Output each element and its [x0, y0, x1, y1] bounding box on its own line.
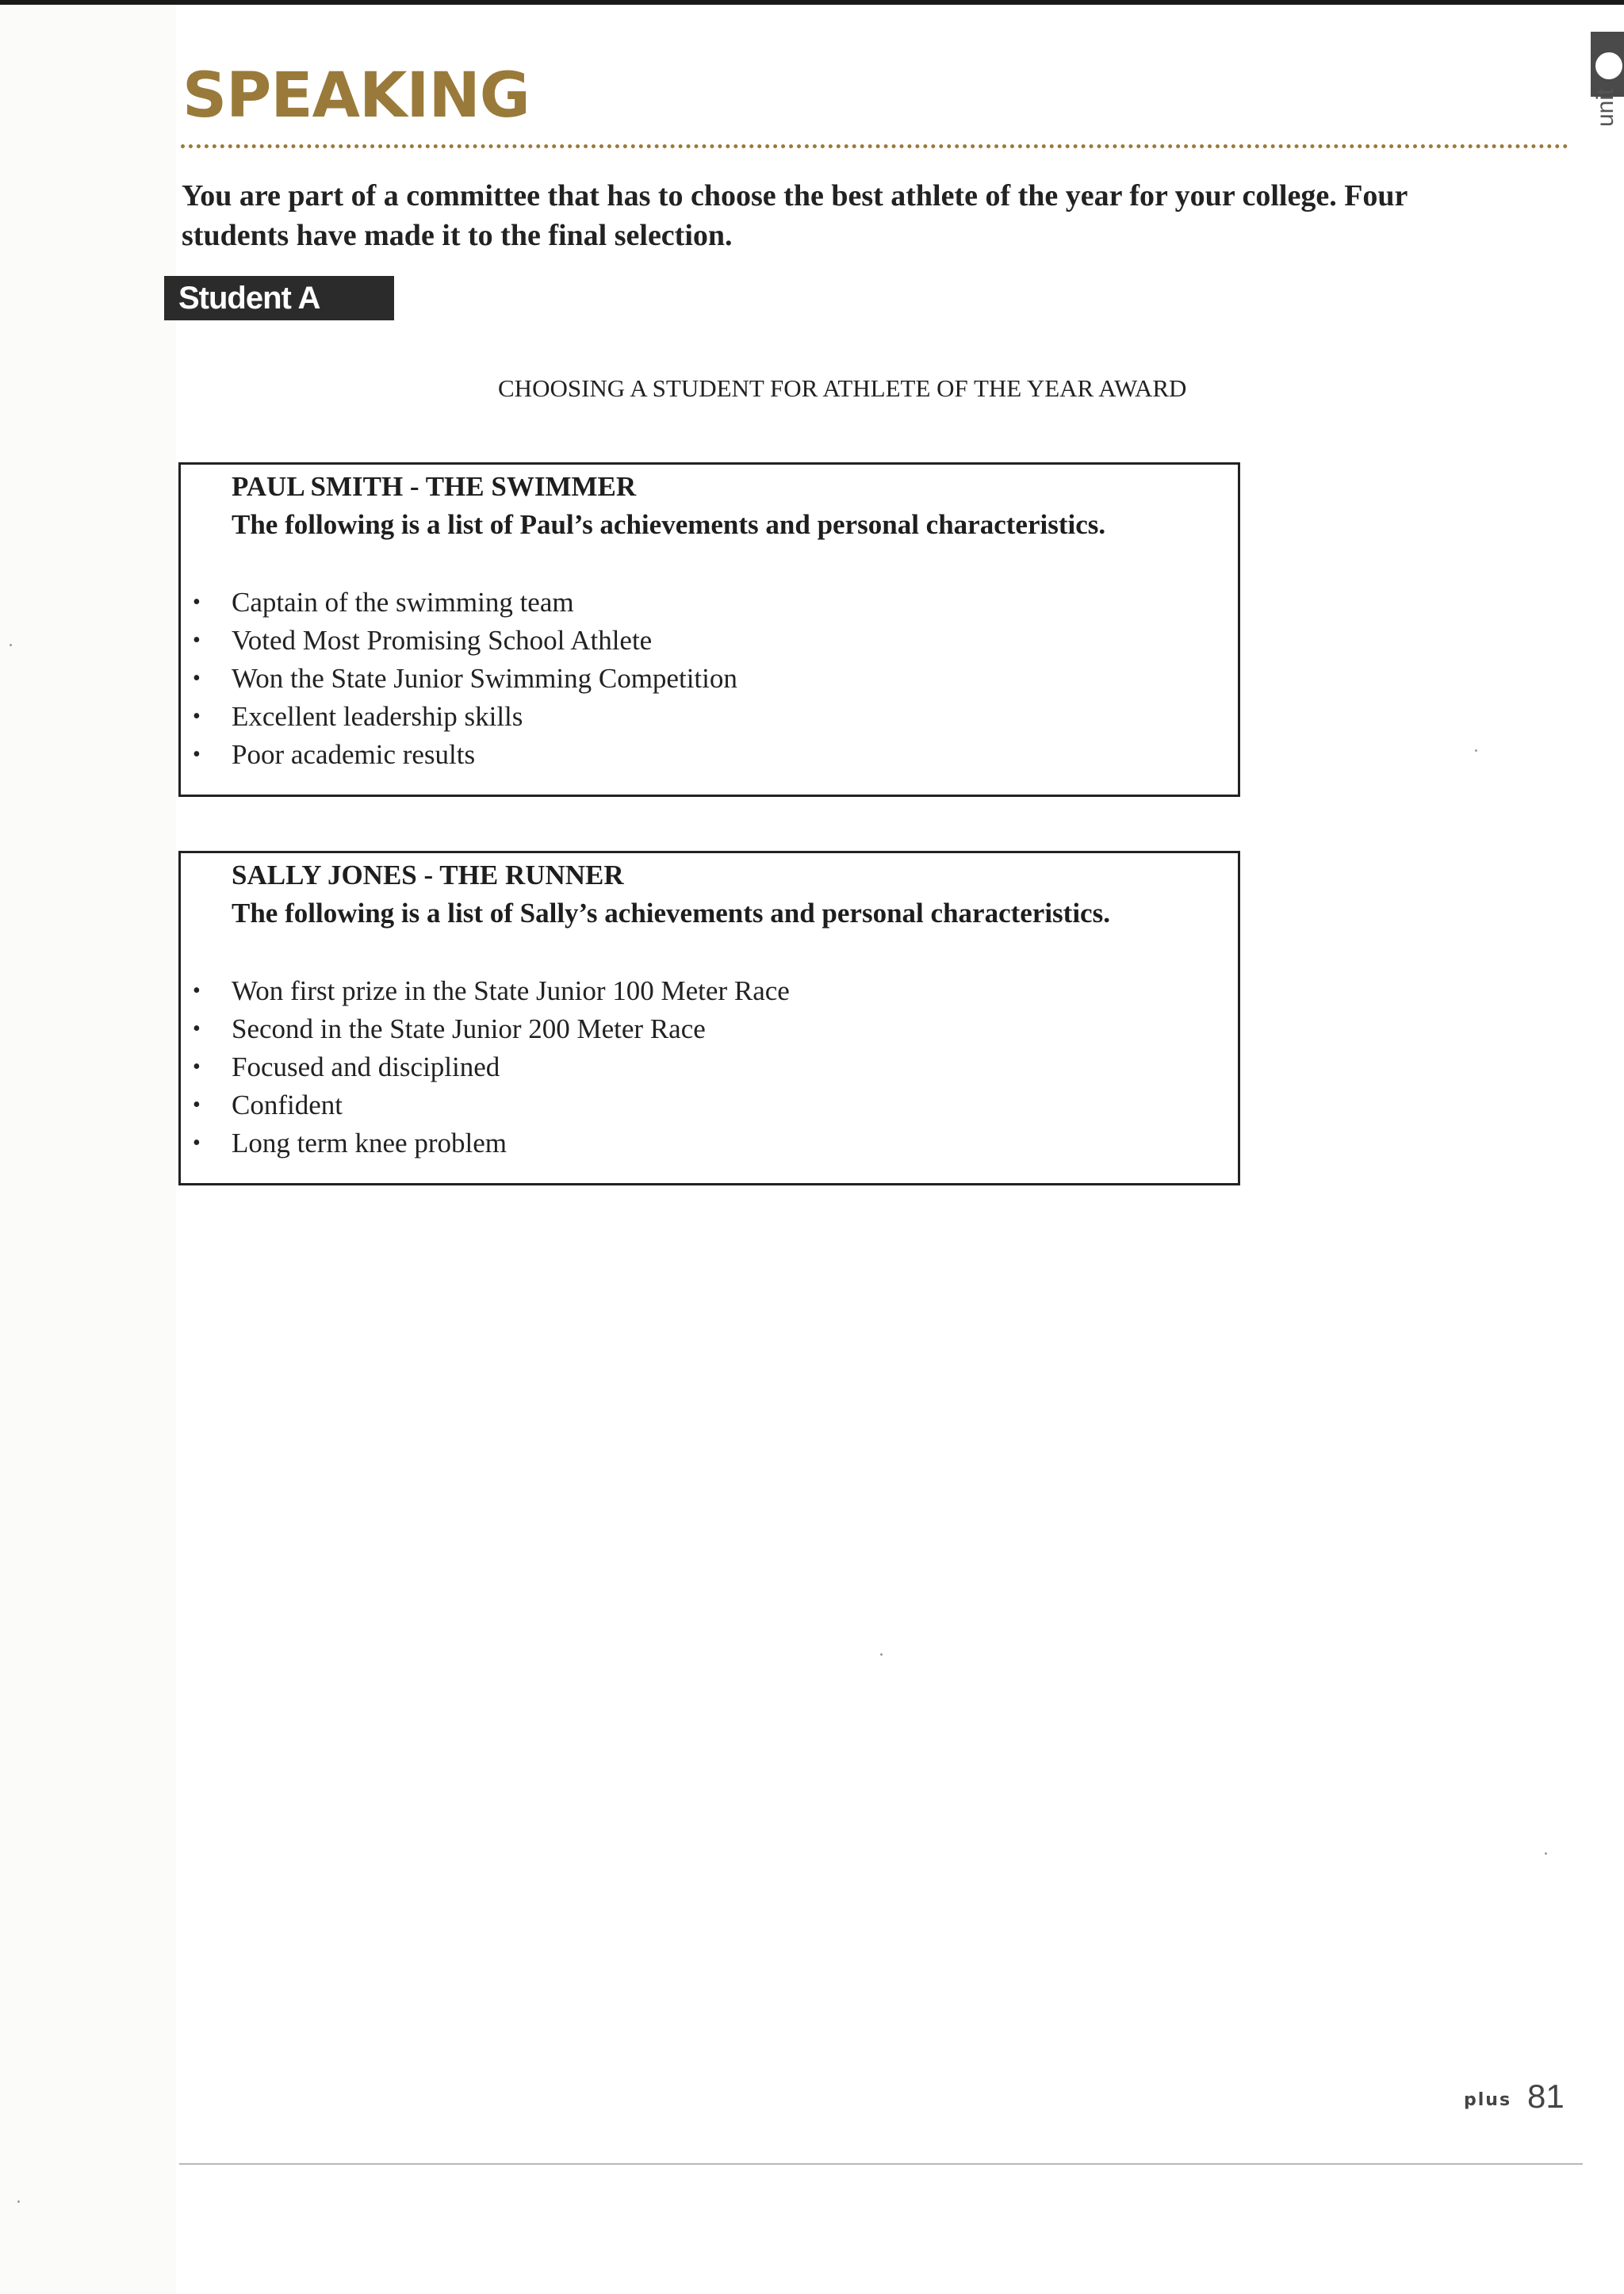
list-item — [181, 698, 737, 736]
list-item — [181, 1124, 790, 1162]
student-tag: Student A — [164, 276, 394, 320]
list-item-text: Excellent leadership skills — [232, 701, 523, 732]
page-heading: SPEAKING — [182, 60, 530, 132]
unit-label: unit — [1592, 88, 1618, 127]
intro-text: You are part of a committee that has to choose the best athlete of the year for your college. Four students have made it to the final selection. — [182, 179, 1408, 252]
bullet-icon: • — [193, 628, 201, 653]
candidate-description: The following is a list of Sally’s achievements and personal characteristics. — [232, 898, 1110, 929]
list-item — [181, 622, 737, 660]
bullet-icon: • — [193, 1093, 201, 1117]
achievement-list — [181, 584, 737, 774]
bullet-icon: • — [193, 704, 201, 729]
bullet-icon: • — [193, 590, 201, 615]
scan-left-margin — [0, 5, 178, 2294]
list-item — [181, 1086, 790, 1124]
scan-speck — [880, 1653, 883, 1656]
bullet-icon: • — [193, 742, 201, 767]
bullet-icon: • — [193, 1055, 201, 1079]
list-item-text: Won the State Junior Swimming Competition — [232, 663, 737, 694]
unit-number-badge — [1595, 52, 1622, 79]
candidate-description: The following is a list of Paul’s achievements and personal characteristics. — [232, 509, 1106, 540]
page-number: 81 — [1527, 2078, 1565, 2115]
scan-speck — [17, 2200, 20, 2203]
scan-speck — [1475, 749, 1477, 752]
candidate-card-sally — [178, 851, 1240, 1185]
list-item-text: Captain of the swimming team — [232, 587, 574, 618]
bullet-icon: • — [193, 1131, 201, 1155]
section-subheading: CHOOSING A STUDENT FOR ATHLETE OF THE YEAR AWARD — [498, 374, 1187, 402]
scan-speck — [1545, 1852, 1547, 1855]
candidate-name: PAUL SMITH - THE SWIMMER — [232, 471, 637, 502]
list-item — [181, 972, 790, 1010]
list-item-text: Poor academic results — [232, 739, 476, 770]
list-item — [181, 660, 737, 698]
candidate-name: SALLY JONES - THE RUNNER — [232, 860, 624, 890]
list-item-text: Long term knee problem — [232, 1128, 507, 1158]
list-item-text: Won first prize in the State Junior 100 Meter Race — [232, 975, 790, 1006]
achievement-list — [181, 972, 790, 1162]
list-item — [181, 584, 737, 622]
list-item-text: Focused and disciplined — [232, 1051, 500, 1082]
list-item-text: Confident — [232, 1090, 343, 1120]
bullet-icon: • — [193, 1017, 201, 1041]
heading-dotted-rule — [181, 144, 1568, 148]
scan-speck — [10, 644, 12, 646]
footer-rule — [179, 2163, 1583, 2165]
bullet-icon: • — [193, 666, 201, 691]
list-item-text: Second in the State Junior 200 Meter Race — [232, 1013, 706, 1044]
candidate-card-paul — [178, 462, 1240, 797]
list-item — [181, 736, 737, 774]
bullet-icon: • — [193, 978, 201, 1003]
list-item — [181, 1010, 790, 1048]
list-item-text: Voted Most Promising School Athlete — [232, 625, 653, 656]
list-item — [181, 1048, 790, 1086]
footer-brand: plus — [1464, 2090, 1512, 2110]
